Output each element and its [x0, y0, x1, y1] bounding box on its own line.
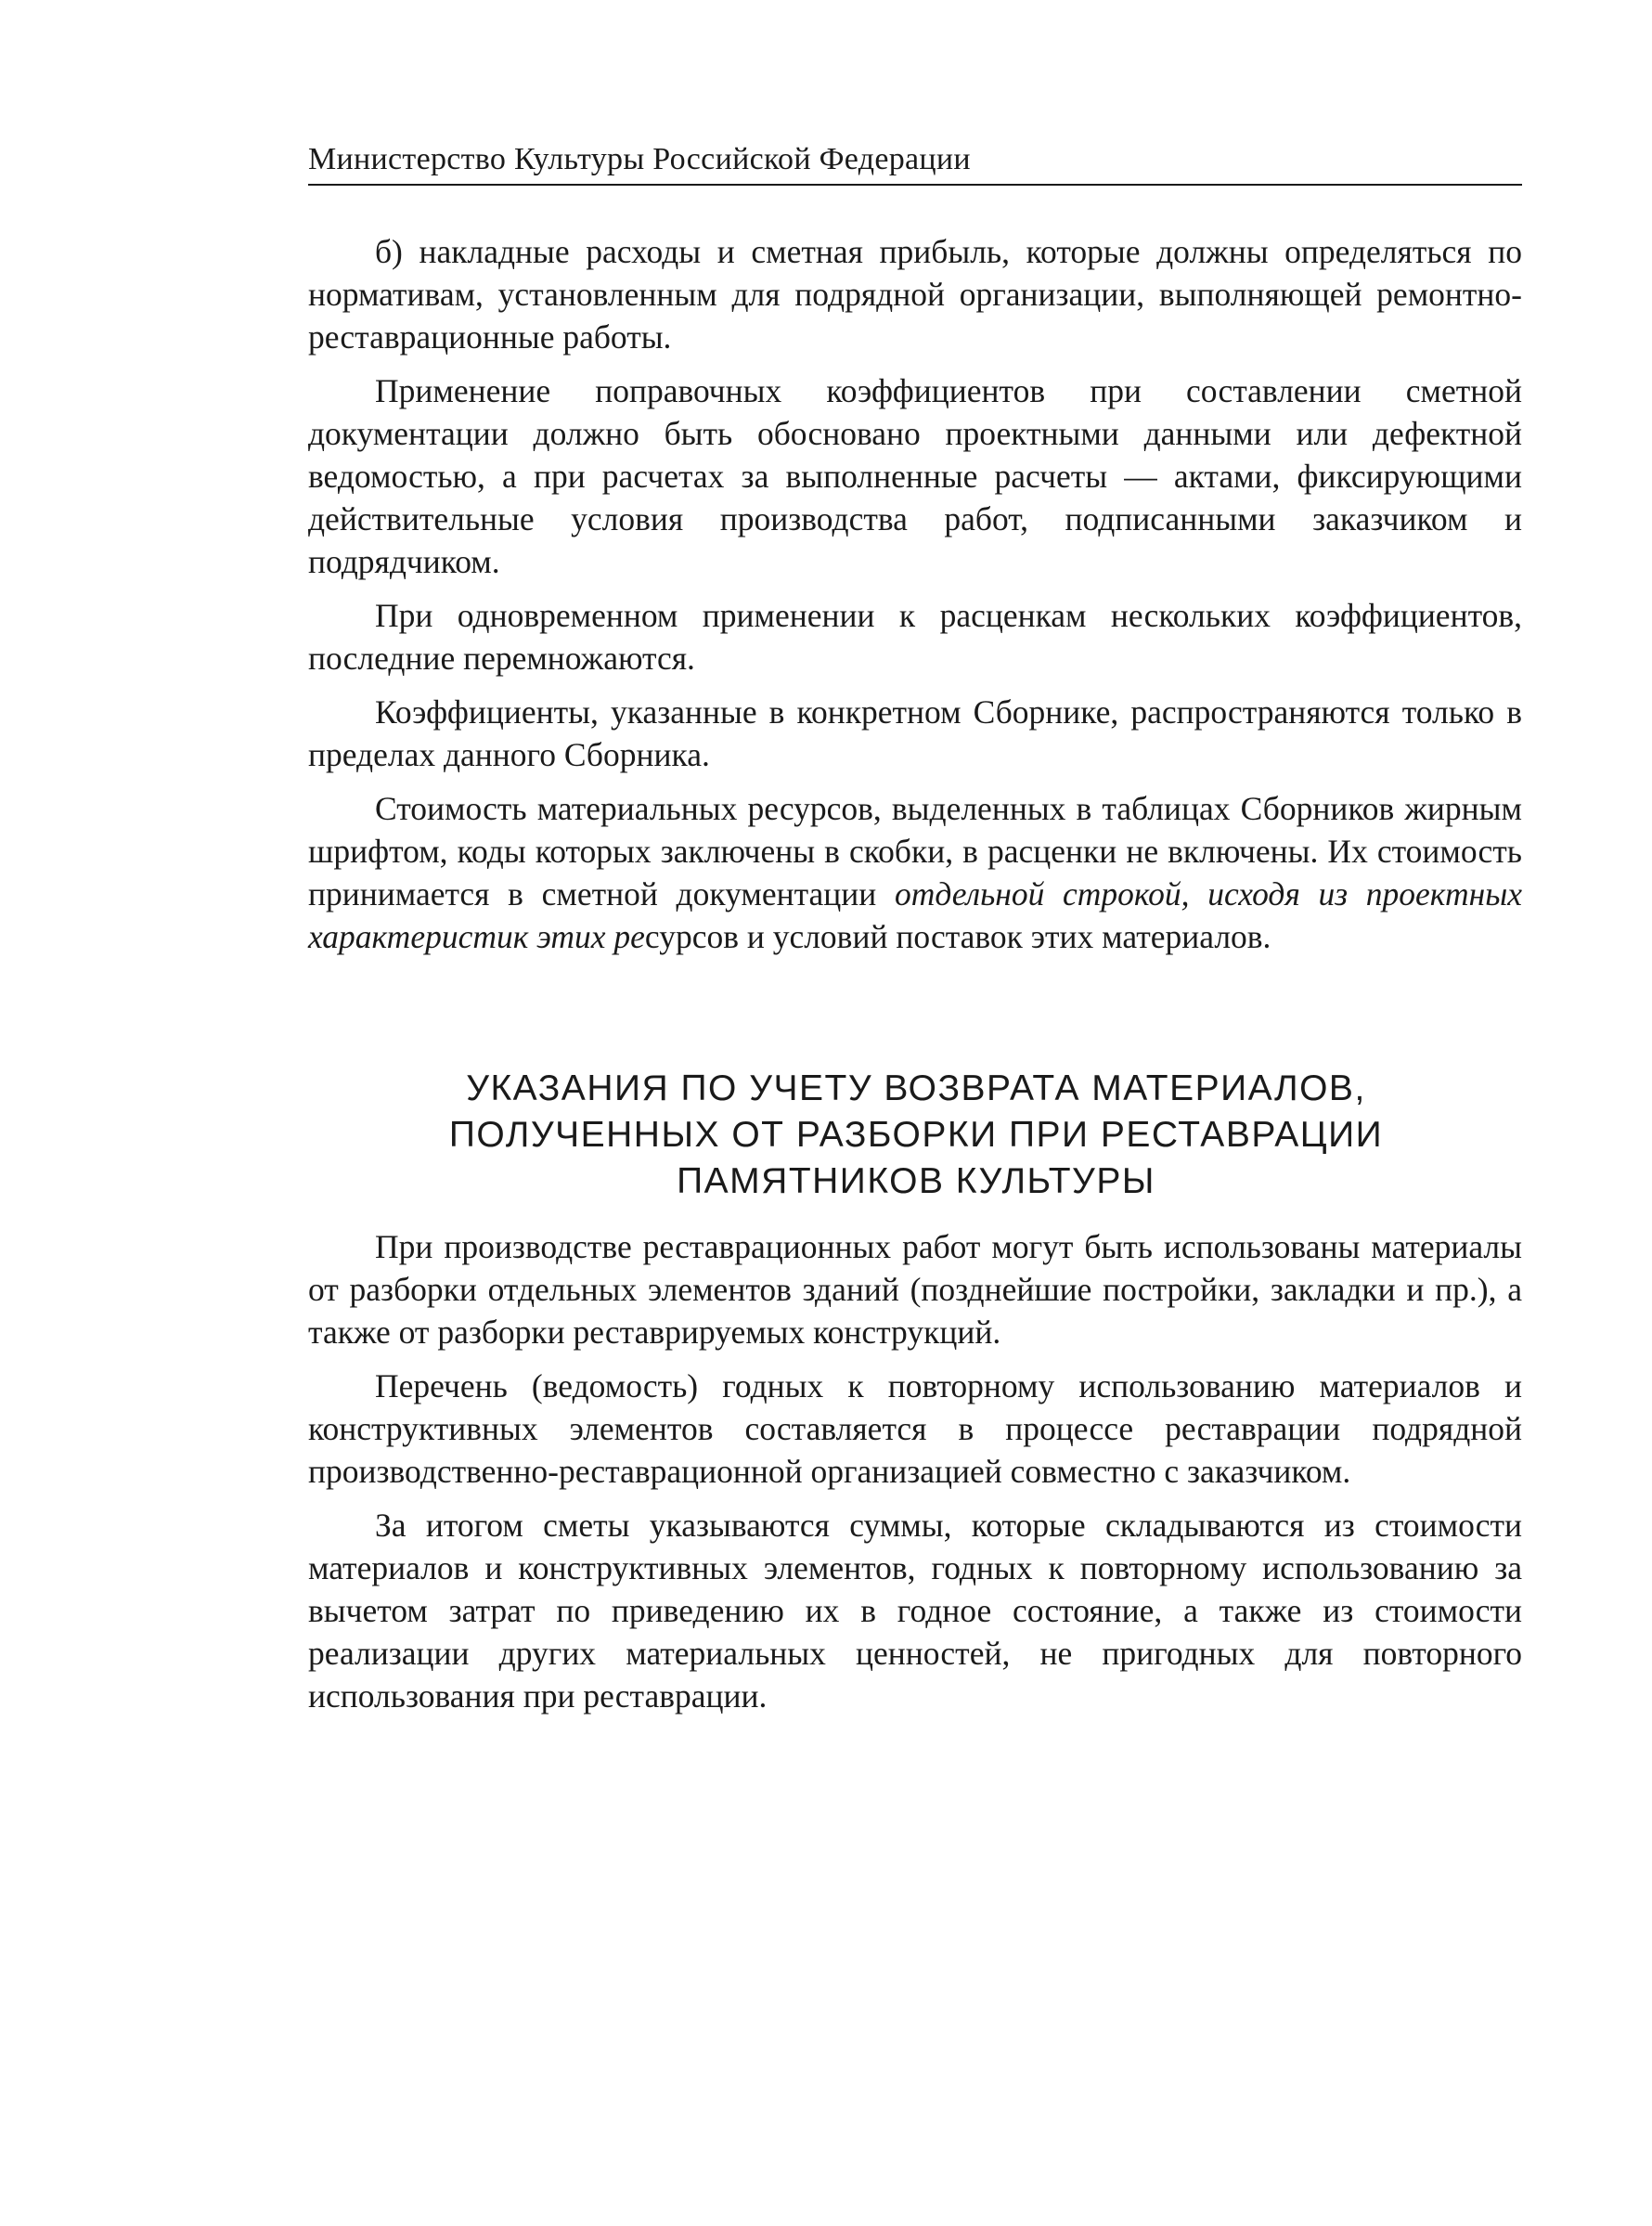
paragraph-multiple-coefficients: При одновременном применении к расценкам нескольких коэффициентов, последние перемножаются. [308, 597, 1522, 677]
paragraph-overhead: б) накладные расходы и сметная прибыль, которые должны определяться по нормативам, установленным для подрядной организации, выполняющей ремонтно-реставрационные работы. [308, 233, 1522, 356]
document-page [308, 0, 1522, 2226]
material-resources-tail: сурсов и условий поставок этих материалов. [644, 918, 1271, 955]
material-resources-italic: отдельной строкой, исходя из проектных характеристик этих ре [308, 875, 1522, 955]
section-title-line: ПОЛУЧЕННЫХ ОТ РАЗБОРКИ ПРИ РЕСТАВРАЦИИ [448, 1115, 1384, 1155]
paragraph-material-resources [308, 787, 1522, 958]
section-one-body [308, 230, 1522, 969]
paragraph-reusable-list: Перечень (ведомость) годных к повторному использованию материалов и конструктивных элементов составляется в процессе реставрации подрядной производственно-реставрационной организацией совместно с заказчиком. [308, 1367, 1522, 1490]
paragraph-correction-coefficients: Применение поправочных коэффициентов при составлении сметной документации должно быть обосновано проектными данными или дефектной ведомостью, а при расчетах за выполненные расчеты — актами, фиксирующими действительные условия производства работ, подписанными заказчиком и подрядчиком. [308, 372, 1522, 580]
section-title-line: ПАМЯТНИКОВ КУЛЬТУРЫ [677, 1161, 1155, 1201]
paragraph-coefficients-scope: Коэффициенты, указанные в конкретном Сборнике, распространяются только в пределах данного Сборника. [308, 693, 1522, 773]
section-title [364, 1066, 1468, 1205]
material-resources-lead: Стоимость материальных ресурсов, выделенных в таблицах Сборников жирным шрифтом, коды которых заключены в скобки, в расценки не включены. Их стоимость принимается в сметной документации [308, 790, 1522, 912]
header-rule [308, 184, 1522, 186]
paragraph-dismantling-materials: При производстве реставрационных работ могут быть использованы материалы от разборки отдельных элементов зданий (позднейшие постройки, закладки и пр.), а также от разборки реставрируемых конструкций. [308, 1228, 1522, 1351]
section-two-body [308, 1225, 1522, 1728]
running-header: Министерство Культуры Российской Федерации [308, 142, 971, 176]
paragraph-estimate-totals: За итогом сметы указываются суммы, которые складываются из стоимости материалов и конструктивных элементов, годных к повторному использованию за вычетом затрат по приведению их в годное состояние, а также из стоимости реализации других материальных ценностей, не пригодных для повторного использования при реставрации. [308, 1507, 1522, 1715]
section-title-line: УКАЗАНИЯ ПО УЧЕТУ ВОЗВРАТА МАТЕРИАЛОВ, [466, 1068, 1366, 1108]
